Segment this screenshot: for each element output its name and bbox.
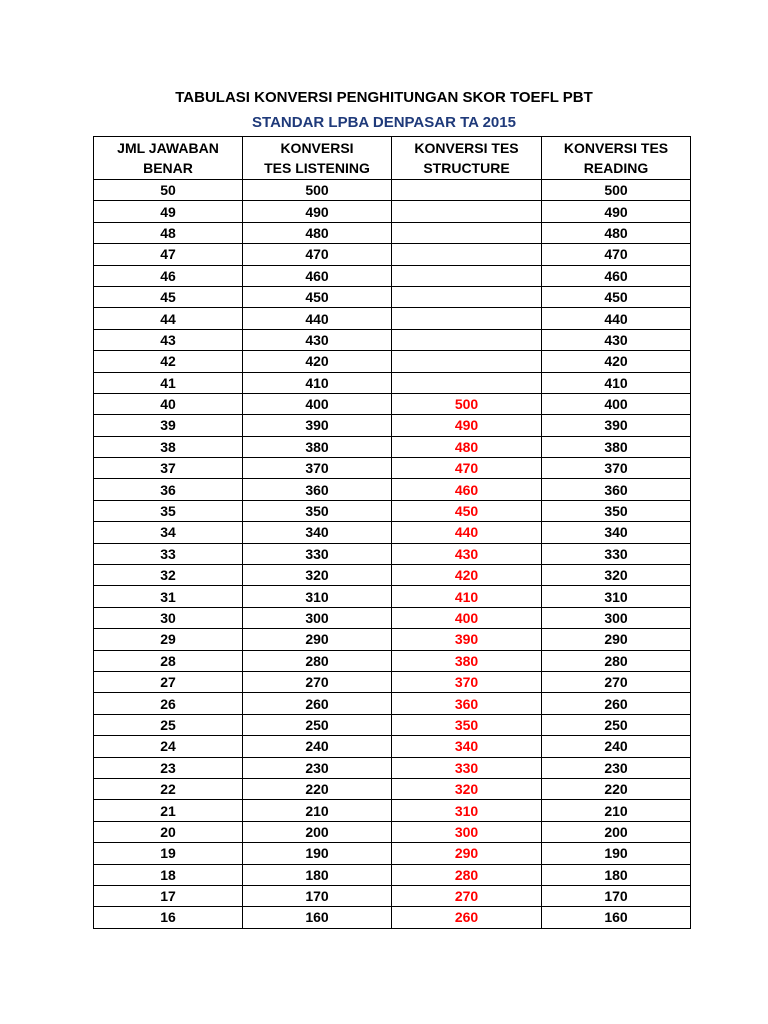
table-row: [94, 244, 691, 265]
cell-listening: 300: [243, 607, 392, 628]
table-row: [94, 415, 691, 436]
cell-structure: 400: [392, 607, 542, 628]
cell-listening: 400: [243, 393, 392, 414]
cell-listening: 330: [243, 543, 392, 564]
cell-listening: 290: [243, 629, 392, 650]
cell-structure: 320: [392, 778, 542, 799]
cell-listening: 460: [243, 265, 392, 286]
cell-listening: 270: [243, 671, 392, 692]
cell-structure: 340: [392, 736, 542, 757]
cell-structure: [392, 351, 542, 372]
cell-correct-answers: 18: [94, 864, 243, 885]
table-row: [94, 479, 691, 500]
table-row: [94, 222, 691, 243]
cell-reading: 420: [542, 351, 691, 372]
cell-correct-answers: 35: [94, 500, 243, 521]
cell-structure: [392, 329, 542, 350]
table-row: [94, 864, 691, 885]
cell-reading: 280: [542, 650, 691, 671]
cell-listening: 230: [243, 757, 392, 778]
cell-listening: 470: [243, 244, 392, 265]
cell-structure: 390: [392, 629, 542, 650]
cell-correct-answers: 20: [94, 821, 243, 842]
cell-reading: 290: [542, 629, 691, 650]
table-row: [94, 843, 691, 864]
header-line: READING: [583, 160, 649, 176]
cell-listening: 490: [243, 201, 392, 222]
cell-correct-answers: 38: [94, 436, 243, 457]
cell-correct-answers: 40: [94, 393, 243, 414]
cell-listening: 250: [243, 714, 392, 735]
cell-structure: 450: [392, 500, 542, 521]
table-row: [94, 757, 691, 778]
header-line: JML JAWABAN: [117, 140, 219, 156]
table-body: [94, 180, 691, 929]
table-row: [94, 714, 691, 735]
table-row: [94, 329, 691, 350]
cell-structure: 270: [392, 885, 542, 906]
cell-reading: 240: [542, 736, 691, 757]
header-structure: [392, 137, 542, 180]
cell-listening: 280: [243, 650, 392, 671]
cell-reading: 330: [542, 543, 691, 564]
cell-correct-answers: 21: [94, 800, 243, 821]
cell-reading: 410: [542, 372, 691, 393]
document-subtitle: STANDAR LPBA DENPASAR TA 2015: [252, 114, 516, 131]
cell-structure: 430: [392, 543, 542, 564]
table-row: [94, 500, 691, 521]
cell-reading: 490: [542, 201, 691, 222]
cell-structure: 470: [392, 458, 542, 479]
table-row: [94, 522, 691, 543]
table-row: [94, 586, 691, 607]
cell-correct-answers: 30: [94, 607, 243, 628]
cell-correct-answers: 31: [94, 586, 243, 607]
header-line: KONVERSI TES: [563, 140, 669, 156]
cell-reading: 340: [542, 522, 691, 543]
cell-reading: 200: [542, 821, 691, 842]
cell-correct-answers: 47: [94, 244, 243, 265]
cell-structure: 350: [392, 714, 542, 735]
cell-correct-answers: 17: [94, 885, 243, 906]
table-header-row: [94, 137, 691, 180]
cell-correct-answers: 50: [94, 180, 243, 201]
cell-listening: 310: [243, 586, 392, 607]
cell-correct-answers: 44: [94, 308, 243, 329]
cell-reading: 380: [542, 436, 691, 457]
cell-listening: 160: [243, 907, 392, 928]
cell-listening: 410: [243, 372, 392, 393]
cell-listening: 340: [243, 522, 392, 543]
cell-reading: 320: [542, 565, 691, 586]
table-row: [94, 543, 691, 564]
table-row: [94, 693, 691, 714]
cell-reading: 360: [542, 479, 691, 500]
table-row: [94, 736, 691, 757]
cell-correct-answers: 29: [94, 629, 243, 650]
cell-structure: 380: [392, 650, 542, 671]
cell-reading: 300: [542, 607, 691, 628]
cell-structure: [392, 201, 542, 222]
cell-structure: 310: [392, 800, 542, 821]
cell-structure: 290: [392, 843, 542, 864]
table-row: [94, 885, 691, 906]
table-row: [94, 650, 691, 671]
cell-listening: 190: [243, 843, 392, 864]
cell-listening: 390: [243, 415, 392, 436]
cell-structure: 300: [392, 821, 542, 842]
cell-reading: 210: [542, 800, 691, 821]
cell-correct-answers: 48: [94, 222, 243, 243]
table-row: [94, 286, 691, 307]
cell-structure: [392, 222, 542, 243]
cell-reading: 310: [542, 586, 691, 607]
cell-structure: 370: [392, 671, 542, 692]
cell-listening: 370: [243, 458, 392, 479]
table-row: [94, 308, 691, 329]
cell-correct-answers: 23: [94, 757, 243, 778]
cell-structure: [392, 372, 542, 393]
cell-reading: 460: [542, 265, 691, 286]
cell-structure: 460: [392, 479, 542, 500]
cell-correct-answers: 24: [94, 736, 243, 757]
table-row: [94, 907, 691, 928]
cell-listening: 430: [243, 329, 392, 350]
cell-listening: 360: [243, 479, 392, 500]
cell-reading: 370: [542, 458, 691, 479]
header-listening: [243, 137, 392, 180]
cell-correct-answers: 46: [94, 265, 243, 286]
header-line: BENAR: [143, 160, 193, 176]
cell-reading: 350: [542, 500, 691, 521]
cell-listening: 450: [243, 286, 392, 307]
cell-structure: 480: [392, 436, 542, 457]
cell-reading: 270: [542, 671, 691, 692]
table-row: [94, 436, 691, 457]
cell-structure: 500: [392, 393, 542, 414]
table-row: [94, 821, 691, 842]
cell-correct-answers: 39: [94, 415, 243, 436]
table-row: [94, 671, 691, 692]
table-row: [94, 565, 691, 586]
cell-correct-answers: 36: [94, 479, 243, 500]
cell-listening: 220: [243, 778, 392, 799]
cell-listening: 180: [243, 864, 392, 885]
cell-listening: 260: [243, 693, 392, 714]
cell-structure: 260: [392, 907, 542, 928]
header-correct-answers: [94, 137, 243, 180]
cell-structure: 280: [392, 864, 542, 885]
header-line: TES LISTENING: [264, 160, 370, 176]
cell-reading: 160: [542, 907, 691, 928]
cell-correct-answers: 42: [94, 351, 243, 372]
cell-reading: 180: [542, 864, 691, 885]
cell-structure: 330: [392, 757, 542, 778]
cell-correct-answers: 43: [94, 329, 243, 350]
cell-structure: [392, 286, 542, 307]
table-row: [94, 607, 691, 628]
cell-listening: 320: [243, 565, 392, 586]
table-row: [94, 265, 691, 286]
cell-correct-answers: 49: [94, 201, 243, 222]
cell-correct-answers: 33: [94, 543, 243, 564]
header-line: KONVERSI TES: [414, 140, 519, 156]
cell-structure: 490: [392, 415, 542, 436]
cell-correct-answers: 19: [94, 843, 243, 864]
cell-structure: 410: [392, 586, 542, 607]
cell-reading: 390: [542, 415, 691, 436]
cell-listening: 170: [243, 885, 392, 906]
cell-structure: 440: [392, 522, 542, 543]
cell-reading: 450: [542, 286, 691, 307]
cell-structure: 360: [392, 693, 542, 714]
cell-reading: 400: [542, 393, 691, 414]
header-reading: [542, 137, 691, 180]
cell-reading: 470: [542, 244, 691, 265]
cell-listening: 440: [243, 308, 392, 329]
cell-correct-answers: 27: [94, 671, 243, 692]
cell-correct-answers: 25: [94, 714, 243, 735]
cell-reading: 190: [542, 843, 691, 864]
cell-correct-answers: 28: [94, 650, 243, 671]
cell-reading: 250: [542, 714, 691, 735]
table-row: [94, 372, 691, 393]
cell-listening: 240: [243, 736, 392, 757]
cell-structure: [392, 308, 542, 329]
cell-structure: [392, 244, 542, 265]
table-row: [94, 393, 691, 414]
table-row: [94, 201, 691, 222]
cell-reading: 220: [542, 778, 691, 799]
cell-correct-answers: 32: [94, 565, 243, 586]
table-row: [94, 180, 691, 201]
cell-correct-answers: 41: [94, 372, 243, 393]
score-conversion-table: [93, 136, 691, 929]
header-line: KONVERSI: [280, 140, 354, 156]
cell-listening: 350: [243, 500, 392, 521]
cell-reading: 170: [542, 885, 691, 906]
cell-reading: 480: [542, 222, 691, 243]
document-title: TABULASI KONVERSI PENGHITUNGAN SKOR TOEFL PBT: [175, 89, 593, 106]
cell-reading: 440: [542, 308, 691, 329]
table-row: [94, 800, 691, 821]
cell-reading: 500: [542, 180, 691, 201]
cell-correct-answers: 45: [94, 286, 243, 307]
cell-listening: 380: [243, 436, 392, 457]
cell-correct-answers: 26: [94, 693, 243, 714]
cell-correct-answers: 16: [94, 907, 243, 928]
cell-reading: 430: [542, 329, 691, 350]
cell-correct-answers: 22: [94, 778, 243, 799]
cell-reading: 260: [542, 693, 691, 714]
cell-reading: 230: [542, 757, 691, 778]
table-row: [94, 629, 691, 650]
cell-listening: 200: [243, 821, 392, 842]
cell-listening: 420: [243, 351, 392, 372]
cell-listening: 480: [243, 222, 392, 243]
cell-structure: [392, 180, 542, 201]
table-row: [94, 458, 691, 479]
header-line: STRUCTURE: [423, 160, 510, 176]
table-row: [94, 351, 691, 372]
cell-structure: [392, 265, 542, 286]
cell-correct-answers: 37: [94, 458, 243, 479]
cell-listening: 210: [243, 800, 392, 821]
cell-correct-answers: 34: [94, 522, 243, 543]
cell-structure: 420: [392, 565, 542, 586]
cell-listening: 500: [243, 180, 392, 201]
table-row: [94, 778, 691, 799]
